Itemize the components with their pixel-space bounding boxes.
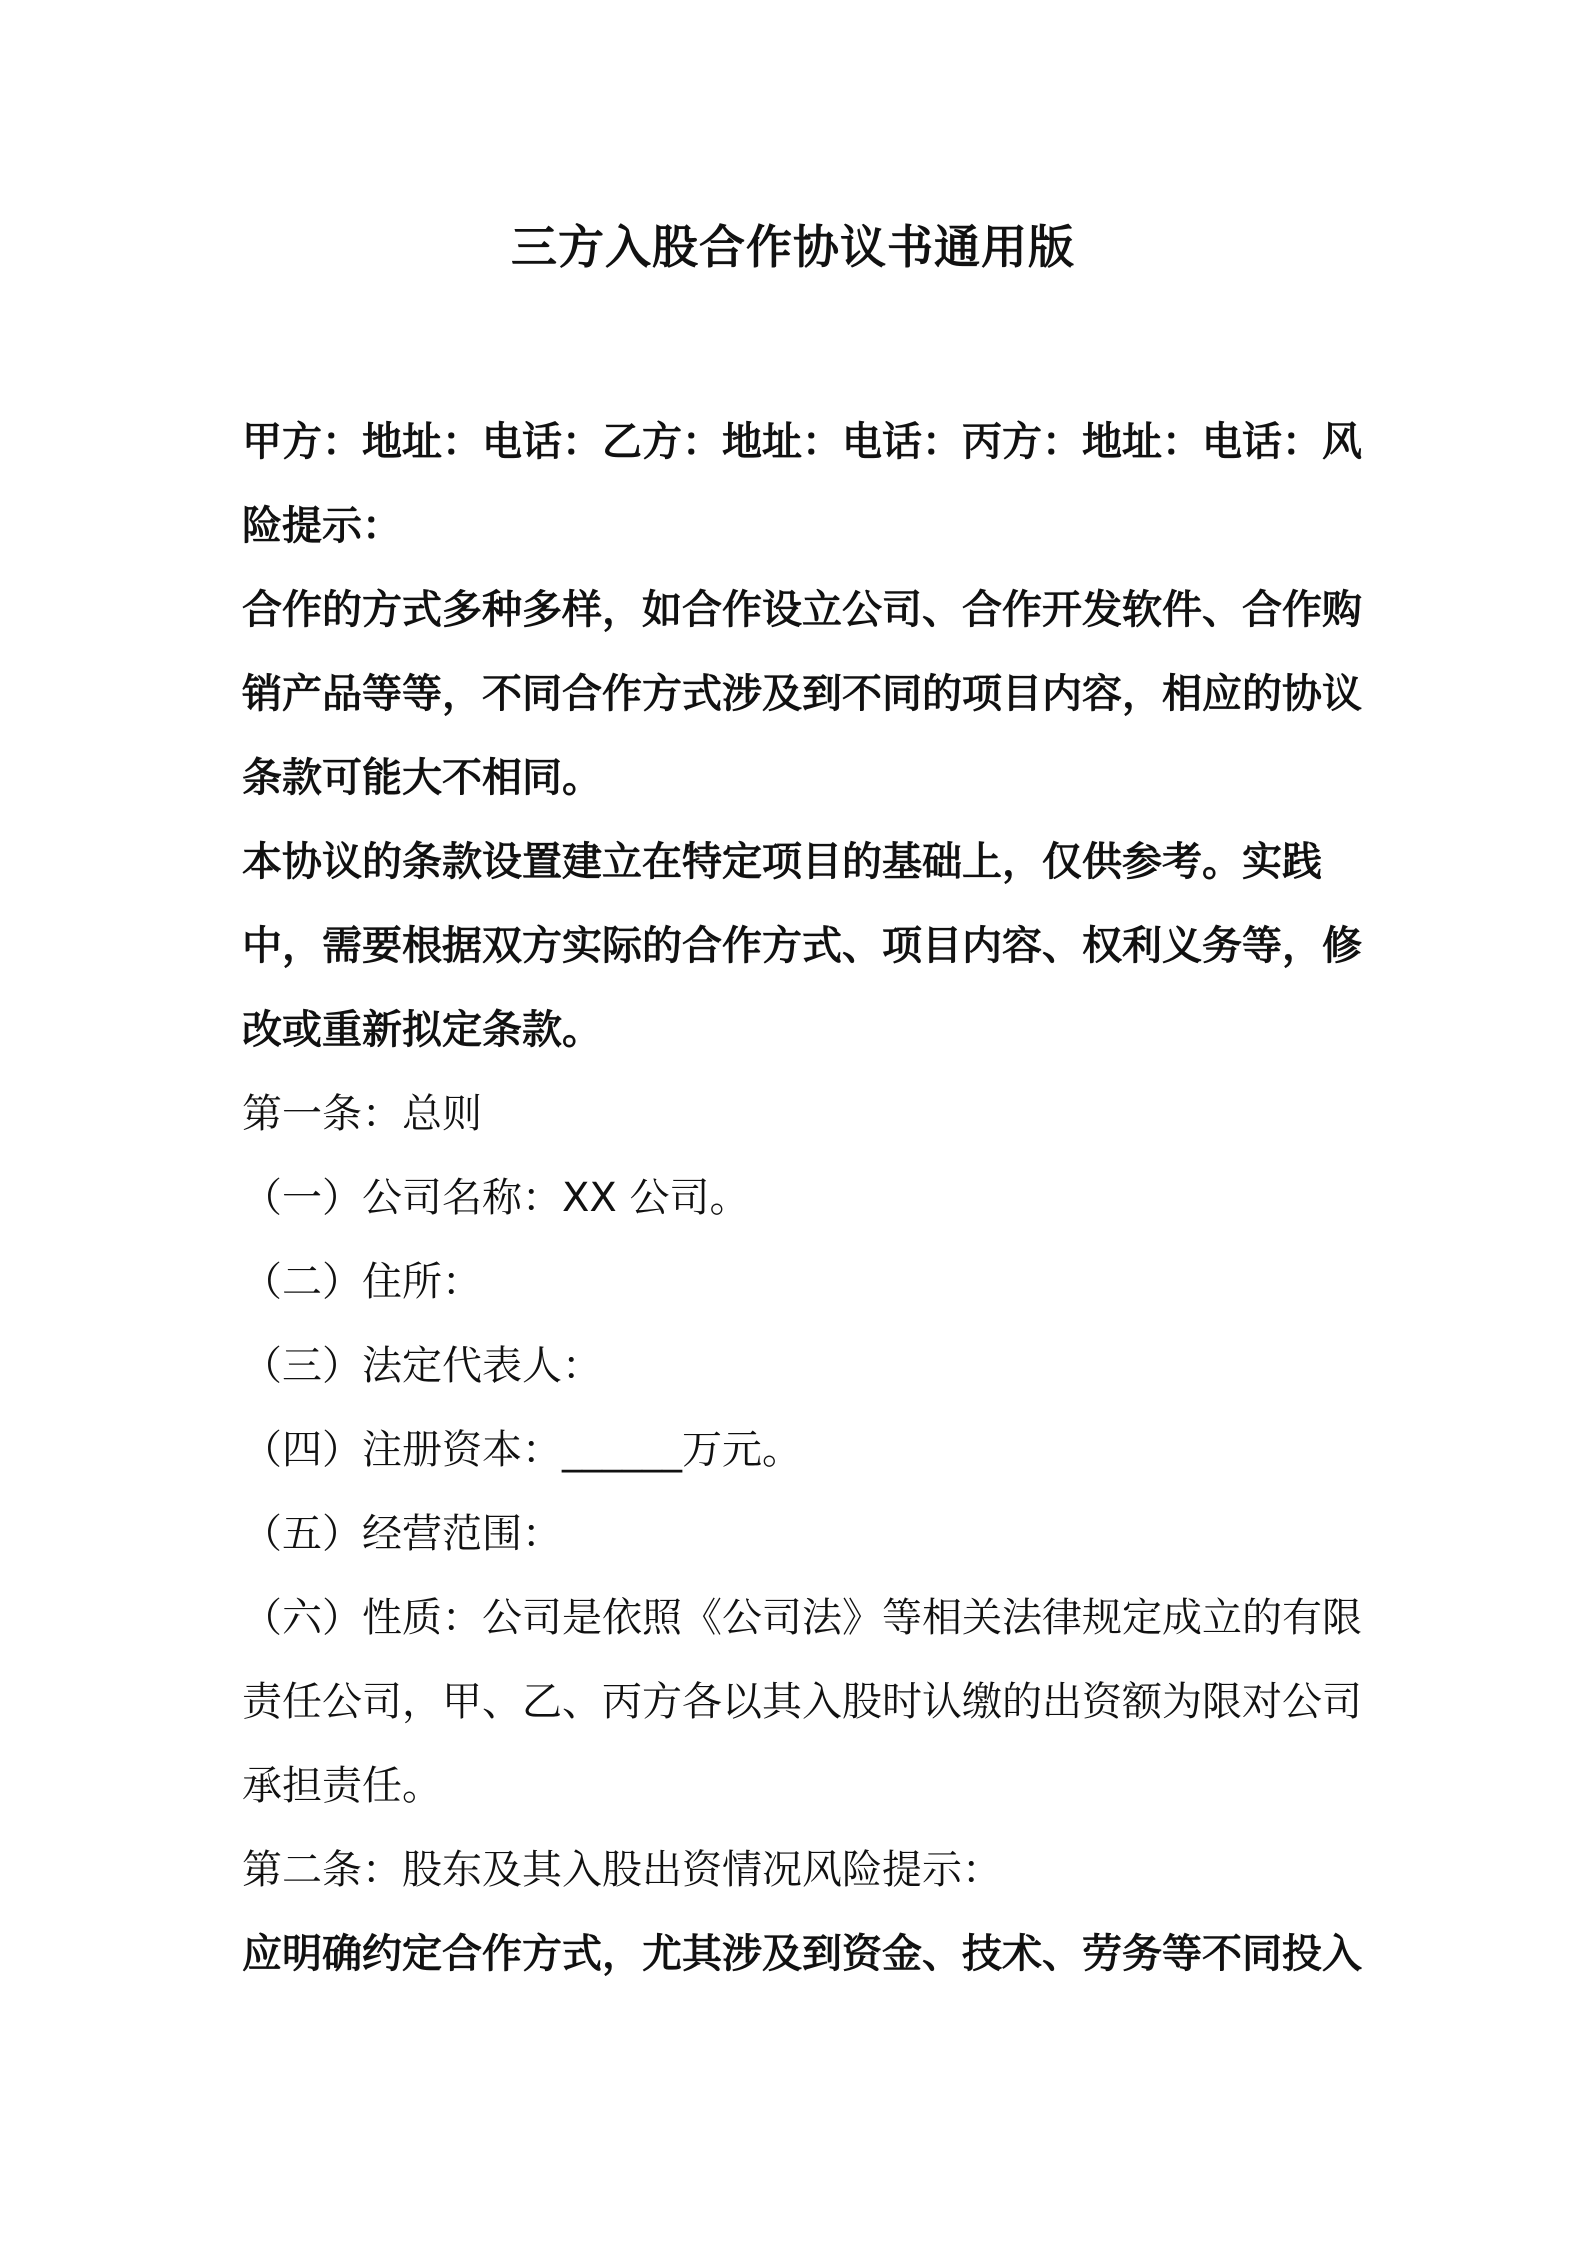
article-1-item-3: （三）法定代表人： xyxy=(242,1343,602,1389)
article-1-item-4: （四）注册资本：______万元。 xyxy=(242,1427,802,1473)
article-1-heading: 第一条：总则 xyxy=(242,1091,482,1137)
article-1-item-2: （二）住所： xyxy=(242,1259,482,1305)
article-2-heading: 第二条：股东及其入股出资情况风险提示： xyxy=(242,1847,1002,1893)
article-1-item-5: （五）经营范围： xyxy=(242,1511,562,1557)
document-body xyxy=(242,400,1362,1996)
risk-note-paragraph-2: 本协议的条款设置建立在特定项目的基础上，仅供参考。实践中，需要根据双方实际的合作方式、项目内容、权利义务等，修改或重新拟定条款。 xyxy=(242,839,1362,1053)
parties-paragraph: 甲方：地址：电话：乙方：地址：电话：丙方：地址：电话：风险提示： xyxy=(242,419,1362,549)
article-2-risk-paragraph: 应明确约定合作方式，尤其涉及到资金、技术、劳务等不同投入 xyxy=(242,1931,1362,1977)
risk-note-paragraph-1: 合作的方式多种多样，如合作设立公司、合作开发软件、合作购销产品等等，不同合作方式涉及到不同的项目内容，相应的协议条款可能大不相同。 xyxy=(242,587,1362,801)
article-1-item-1: （一）公司名称：XX 公司。 xyxy=(242,1175,750,1221)
article-1-item-6: （六）性质：公司是依照《公司法》等相关法律规定成立的有限责任公司，甲、乙、丙方各以其入股时认缴的出资额为限对公司承担责任。 xyxy=(242,1595,1362,1809)
document-title: 三方入股合作协议书通用版 xyxy=(511,220,1075,274)
